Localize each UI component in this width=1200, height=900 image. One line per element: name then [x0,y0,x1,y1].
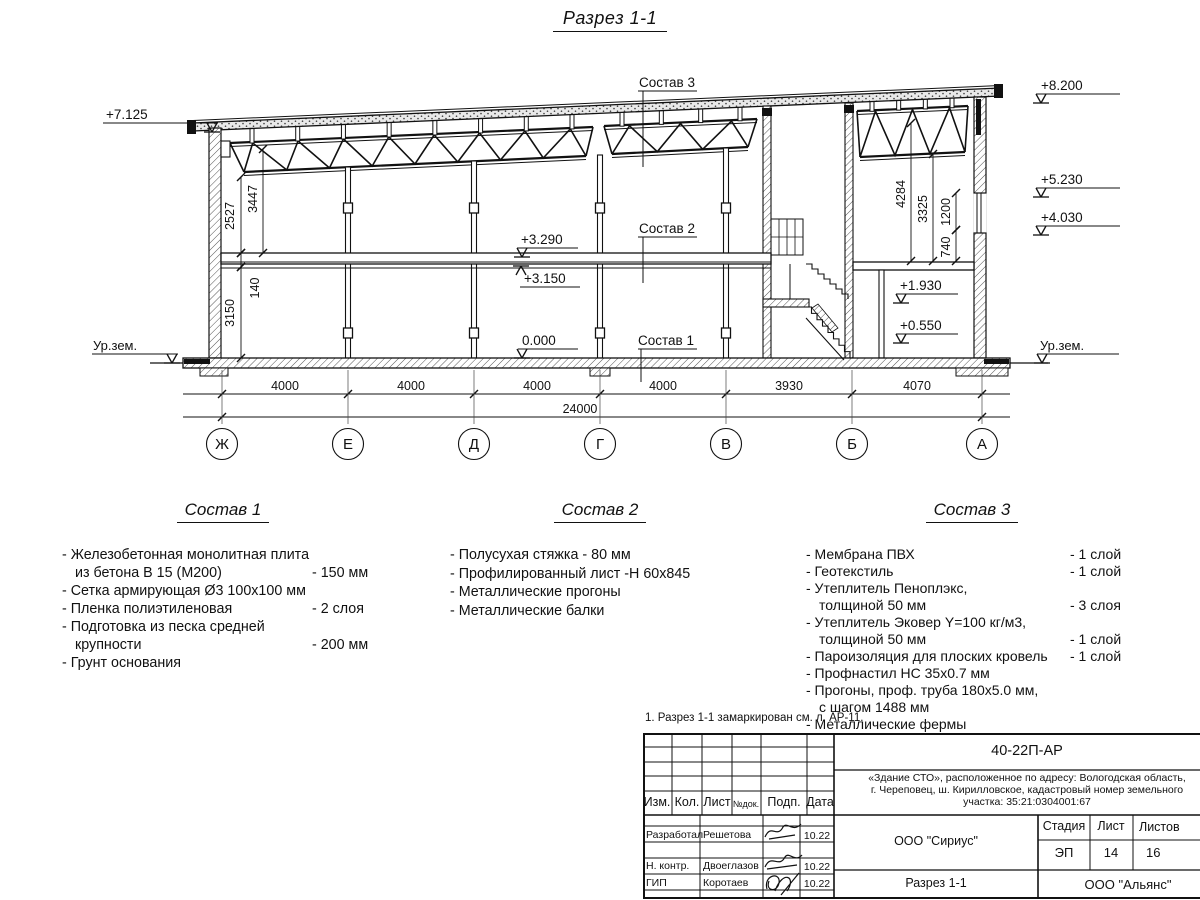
tb-col-podp: Подп. [767,795,801,809]
spec-line: - Железобетонная монолитная плита [62,547,310,563]
spec-line: - Металлические фермы [806,716,967,732]
stairwell-wall-left [763,106,771,358]
dim-label: 3447 [246,185,260,213]
document-number: 40-22П-АР [991,743,1063,759]
tb-col-izm: Изм. [643,795,671,809]
spec-value: - 1 слой [1070,563,1122,579]
spec-value: - 200 мм [312,637,369,653]
footing-left [200,368,228,376]
elevation-mark-label: +3.150 [524,271,566,286]
spec-line: - Профилированный лист -Н 60х845 [450,565,691,582]
spec-value: - 2 слоя [312,601,365,617]
sheet-value: 14 [1103,845,1119,860]
left-wall [209,128,221,358]
spec-line: с шагом 1488 мм [819,699,930,715]
tb-role-1: Разработал [646,829,704,841]
axis-label: Е [342,436,354,453]
list-item [62,618,384,654]
spec-value: - 1 слой [1070,631,1122,647]
list-item [62,546,384,582]
elevation-mark-label: +4.030 [1041,210,1083,225]
axis-label: Ж [215,436,229,453]
page-title-text: Разрез 1-1 [553,8,667,32]
stairwell-cap-right [844,105,854,113]
spec-value: - 3 слоя [1070,597,1121,613]
list-item [806,614,1138,648]
spec-line: - Профнастил НС 35х0.7 мм [806,665,990,681]
tb-col-kol: Кол. [674,795,700,809]
axis-label: В [720,436,732,453]
spec-line: - Утеплитель Эковер Y=100 кг/м3, [806,614,1027,630]
spec-block-sostav3 [806,500,1138,733]
axis-label: Г [595,436,605,453]
list-item [450,583,750,602]
elevation-mark-label: +5.230 [1041,172,1083,187]
axis-label: Б [847,436,857,453]
right-wall-flashing [976,99,981,135]
dim-label: 140 [248,277,262,299]
callout-sostav2: Состав 2 [639,221,695,236]
elevation-mark-label: 0.000 [522,333,556,348]
spec-block-sostav2 [450,500,750,620]
sheet-title: Разрез 1-1 [905,876,967,890]
list-item [806,563,1138,580]
dim-label: 3325 [916,195,930,223]
tb-role-2: Н. контр. [646,860,690,872]
roof-edge-left [187,120,196,134]
inner-wall [879,270,884,358]
list-item [806,580,1138,614]
dim-label: 4070 [903,379,931,393]
spec-line: крупности [75,637,142,653]
spec-line: толщиной 50 мм [819,597,927,613]
truss-seat [221,141,230,157]
spec-heading: Состав 2 [554,500,647,523]
dim-label: 3930 [775,379,803,393]
stage-label: Стадия [1042,819,1086,833]
slab-cap-left [184,359,210,364]
stage-value: ЭП [1054,845,1074,860]
list-item [806,648,1138,665]
spec-block-sostav1 [62,500,384,672]
tb-date-3: 10.22 [803,878,831,890]
list-item [806,682,1138,716]
dim-label: 2527 [223,202,237,230]
signature-2 [765,855,802,869]
sheets-value: 16 [1146,845,1161,860]
spec-line: - Грунт основания [62,655,181,671]
tb-role-3: ГИП [646,877,667,889]
tb-col-data: Дата [806,795,834,809]
callout-sostav1: Состав 1 [638,333,694,348]
dim-label: 3150 [223,299,237,327]
tb-col-list: Лист [703,795,731,809]
page-title [460,8,760,32]
list-item [62,582,384,600]
sheet-label: Лист [1097,819,1125,833]
spec-line: - Металлические балки [450,602,605,619]
spec-line: - Прогоны, проф. труба 180х5.0 мм, [806,682,1039,698]
spec-value: - 1 слой [1070,546,1122,562]
axis-label: А [976,436,988,453]
spec-line: толщиной 50 мм [819,631,927,647]
list-item [62,654,384,672]
spec-line: - Подготовка из песка средней [62,619,265,635]
elevation-mark-label: +3.290 [521,232,563,247]
spec-value: - 150 мм [312,565,369,581]
tb-name-3: Коротаев [703,877,749,889]
roof-edge-right [994,84,1003,98]
spec-line: - Сетка армирующая Ø3 100х100 мм [62,583,306,599]
ground-level-label: Ур.зем. [1040,338,1085,353]
sheets-label: Листов [1139,820,1180,834]
spec-line: - Пароизоляция для плоских кровель [806,648,1048,664]
elevation-mark-label: +8.200 [1041,78,1083,93]
dim-label: 4000 [397,379,425,393]
signature-3 [766,873,799,895]
total-dim-label: 24000 [562,402,598,416]
callout-sostav3: Состав 3 [639,75,695,90]
elevation-mark-label: +1.930 [900,278,942,293]
org-sirius: ООО "Сириус" [894,834,978,848]
axis-label: Д [468,436,480,453]
spec-value: - 1 слой [1070,648,1122,664]
stair-landing [763,299,809,307]
elevation-mark-label: +7.125 [106,107,148,122]
spec-heading: Состав 3 [926,500,1019,523]
list-item [450,602,750,621]
tb-date-1: 10.22 [803,830,831,842]
roof-membrane-line [193,86,1000,121]
spec-heading: Состав 1 [177,500,270,523]
titleblock-grid [643,733,1200,899]
stairwell-cap-left [762,108,772,116]
mezzanine-slab [853,262,974,270]
spec-line: - Полусухая стяжка - 80 мм [450,547,631,563]
spec-line: - Утеплитель Пеноплэкс, [806,580,968,596]
stair-stringer [812,304,838,332]
signature-1 [765,824,801,839]
slab-cap-right [984,359,1009,364]
dim-label: 1200 [939,198,953,226]
ground-level-label: Ур.зем. [93,338,138,353]
dim-label: 4000 [649,379,677,393]
dim-label: 4000 [271,379,299,393]
project-address-line2: г. Череповец, ш. Кирилловское, кадастровый номер земельного [870,784,1184,796]
spec-line: - Пленка полиэтиленовая [62,601,233,617]
tb-name-2: Двоеглазов [703,860,759,872]
dim-label: 740 [939,236,953,258]
drawing-note: 1. Разрез 1-1 замаркирован см. л. АР-11. [645,712,864,724]
spec-line: - Металлические прогоны [450,584,621,600]
ground-slab [183,358,1010,368]
org-alliance: ООО "Альянс" [1084,877,1172,892]
tb-name-1: Решетова [703,829,752,841]
dim-label: 4000 [523,379,551,393]
list-item [62,600,384,618]
project-address-line1: «Здание СТО», расположенное по адресу: Вологодская область, [868,772,1186,784]
elevation-mark-label: +0.550 [900,318,942,333]
project-address-line3: участка: 35:21:0304001:67 [963,796,1091,808]
stairwell-wall-right [845,103,853,358]
list-item [806,546,1138,563]
title-block [643,733,1200,899]
spec-line: - Геотекстиль [806,563,894,579]
spec-line: из бетона В 15 (М200) [75,565,222,581]
window-opening [974,193,987,233]
tb-date-2: 10.22 [803,861,831,873]
structural-frame [230,97,968,358]
list-item [450,565,750,584]
spec-line: - Мембрана ПВХ [806,546,915,562]
signatures [761,819,806,897]
list-item [806,665,1138,682]
list-item [450,546,750,565]
tb-col-ndok: №док. [732,799,760,809]
dim-label: 4284 [894,180,908,208]
